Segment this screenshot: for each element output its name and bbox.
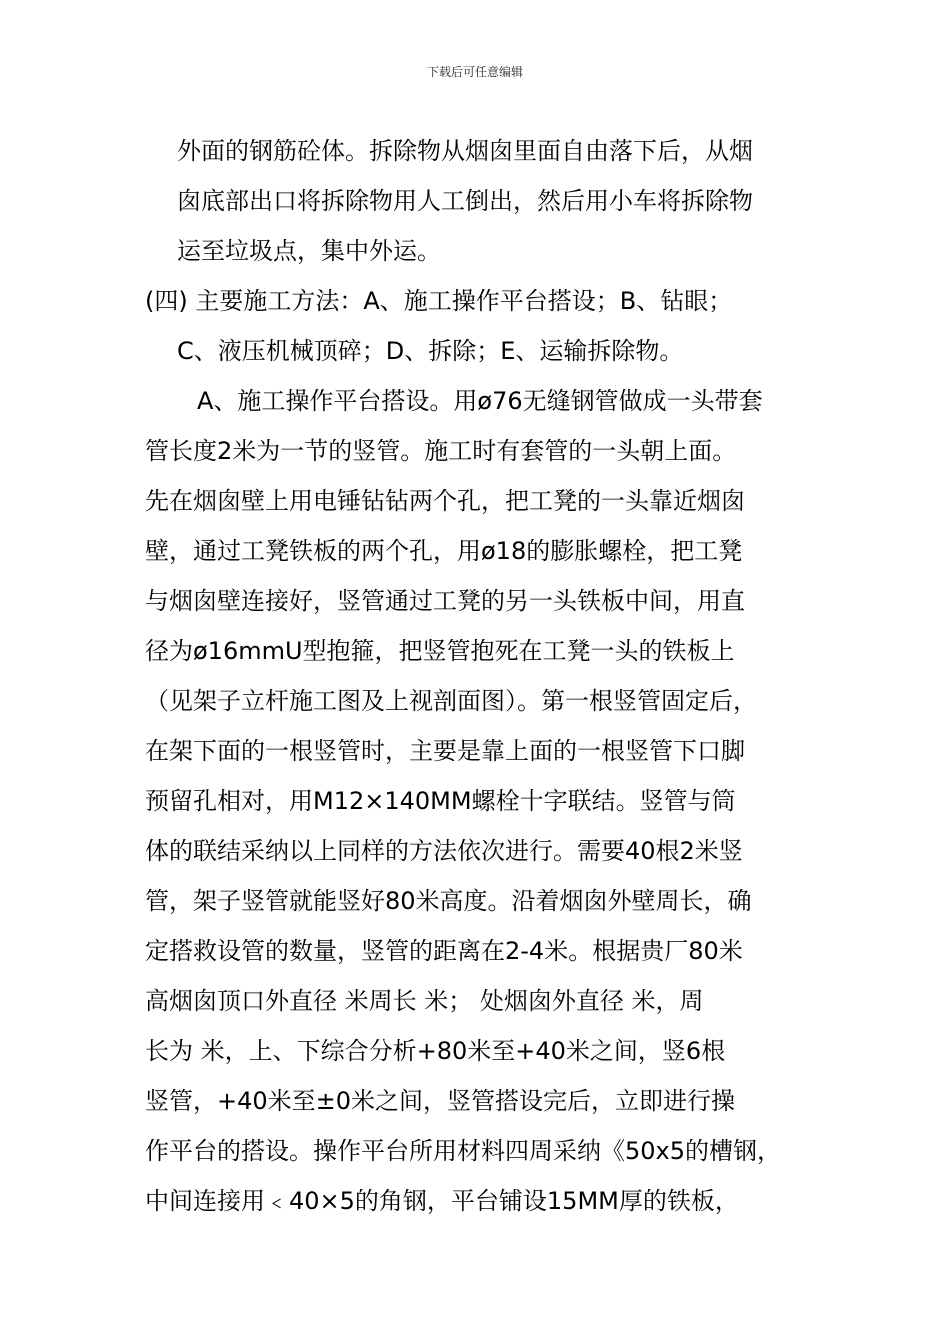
text-line: 中间连接用﹤40×5的角钢，平台铺设15MM厚的铁板， <box>145 1187 739 1215</box>
text-line: 作平台的搭设。操作平台所用材料四周采纳《50x5的槽钢， <box>145 1137 782 1165</box>
text-line: 长为 米，上、下综合分析+80米至+40米之间，竖6根 <box>145 1037 726 1065</box>
text-line: 高烟囱顶口外直径 米周长 米； 处烟囱外直径 米，周 <box>145 987 704 1015</box>
text-line: 管长度2米为一节的竖管。施工时有套管的一头朝上面。 <box>145 437 737 465</box>
text-line: 竖管，+40米至±0米之间，竖管搭设完后，立即进行操 <box>145 1087 736 1115</box>
text-line: 囱底部出口将拆除物用人工倒出，然后用小车将拆除物 <box>177 187 753 215</box>
text-line: C、液压机械顶碎；D、拆除；E、运输拆除物。 <box>177 337 684 365</box>
text-line: 定搭救设管的数量，竖管的距离在2-4米。根据贵厂80米 <box>145 937 743 965</box>
text-line: 在架下面的一根竖管时，主要是靠上面的一根竖管下口脚 <box>145 737 745 765</box>
text-line: 壁，通过工凳铁板的两个孔，用ø18的膨胀螺栓，把工凳 <box>145 537 743 565</box>
text-line: 体的联结采纳以上同样的方法依次进行。需要40根2米竖 <box>145 837 743 865</box>
text-line: 先在烟囱壁上用电锤钻钻两个孔，把工凳的一头靠近烟囱 <box>145 487 745 515</box>
text-line: 外面的钢筋砼体。拆除物从烟囱里面自由落下后，从烟 <box>177 137 753 165</box>
text-line: （见架子立杆施工图及上视剖面图）。第一根竖管固定后， <box>145 687 757 715</box>
page-header: 下载后可任意编辑 <box>426 65 523 79</box>
text-line: (四) 主要施工方法：A、施工操作平台搭设；B、钻眼； <box>145 287 733 315</box>
text-line: 径为ø16mmU型抱箍，把竖管抱死在工凳一头的铁板上 <box>145 637 735 665</box>
text-line: 预留孔相对，用M12×140MM螺栓十字联结。竖管与筒 <box>145 787 736 815</box>
text-line: A、施工操作平台搭设。用ø76无缝钢管做成一头带套 <box>197 387 763 415</box>
body-text <box>145 126 825 1226</box>
text-line: 管，架子竖管就能竖好80米高度。沿着烟囱外壁周长，确 <box>145 887 752 915</box>
text-line: 运至垃圾点，集中外运。 <box>177 237 441 265</box>
text-line: 与烟囱壁连接好，竖管通过工凳的另一头铁板中间，用直 <box>145 587 745 615</box>
